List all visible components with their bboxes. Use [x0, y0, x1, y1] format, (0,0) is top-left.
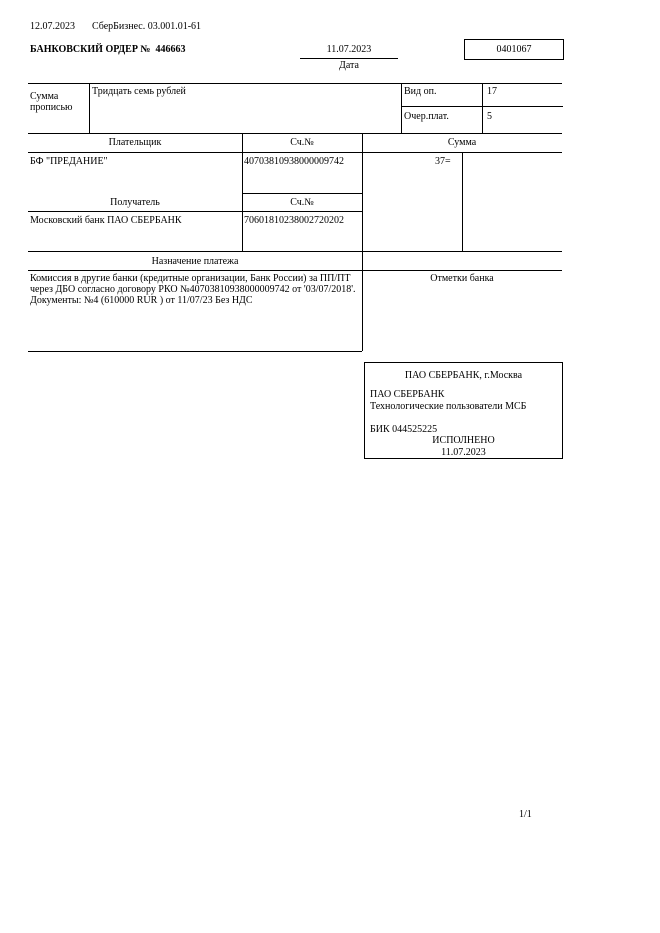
form-code: 0401067: [496, 44, 532, 55]
operation-value-divider: [482, 83, 483, 133]
recipient-header: Получатель: [110, 197, 160, 208]
priority-label: Очер.плат.: [404, 111, 449, 122]
purpose-line-1: Комиссия в другие банки (кредитные организации, Банк России) за ПП/ПТ: [30, 273, 351, 284]
purpose-header-bottom-rule: [28, 270, 562, 271]
print-date: 12.07.2023: [30, 21, 75, 32]
main-column-divider: [362, 133, 363, 351]
payer-account-header: Сч.№: [290, 137, 314, 148]
amount-words-divider: [89, 83, 90, 133]
payer-name: БФ "ПРЕДАНИЕ": [30, 156, 108, 167]
payer-header: Плательщик: [108, 137, 162, 148]
amount-words-value: Тридцать семь рублей: [92, 86, 186, 97]
stamp-users: Технологические пользователи МСБ: [370, 401, 527, 412]
order-date: 11.07.2023: [326, 44, 372, 55]
stamp-date: 11.07.2023: [441, 447, 486, 458]
bank-marks-header: Отметки банка: [430, 273, 494, 284]
purpose-line-2: через ДБО согласно договору РКО №40703810938000009742 от '03/07/2018'.: [30, 284, 356, 295]
purpose-line-3: Документы: №4 (610000 RUR ) от 11/07/23 Без НДС: [30, 295, 253, 306]
purpose-header: Назначение платежа: [151, 256, 239, 267]
amount-value: 37=: [435, 156, 451, 167]
recipient-account-header: Сч.№: [290, 197, 314, 208]
stamp-bank: ПАО СБЕРБАНК: [370, 389, 445, 400]
operation-row-rule: [401, 106, 563, 107]
amount-inner-divider: [462, 152, 463, 251]
order-title: [30, 44, 185, 56]
amount-words-label-1: Сумма: [30, 91, 59, 102]
stamp-status: ИСПОЛНЕНО: [432, 435, 495, 446]
order-number: 446663: [155, 44, 186, 55]
system-version: СберБизнес. 03.001.01-61: [92, 21, 202, 32]
amount-header: Сумма: [447, 137, 477, 148]
payer-header-top-rule: [28, 133, 562, 134]
purpose-bottom-rule: [28, 351, 362, 352]
recipient-name: Московский банк ПАО СБЕРБАНК: [30, 215, 182, 226]
page-number: 1/1: [519, 809, 532, 820]
account-column-divider: [242, 133, 243, 251]
operation-type-label: Вид оп.: [404, 86, 437, 97]
stamp-bik: БИК 044525225: [370, 424, 438, 435]
operation-type-value: 17: [487, 86, 497, 97]
recipient-header-bottom-rule: [28, 211, 362, 212]
payer-header-bottom-rule: [28, 152, 562, 153]
bank-stamp: [364, 362, 563, 459]
purpose-top-rule: [28, 251, 562, 252]
form-code-box: [464, 39, 564, 60]
priority-value: 5: [487, 111, 492, 122]
operation-divider: [401, 83, 402, 133]
amount-words-label-2: прописью: [30, 102, 73, 113]
payer-account: 40703810938000009742: [244, 156, 344, 167]
recipient-account-top-rule: [242, 193, 362, 194]
date-underline: [300, 58, 398, 59]
recipient-account: 70601810238002720202: [244, 215, 344, 226]
order-title-label: БАНКОВСКИЙ ОРДЕР №: [30, 44, 151, 55]
date-label: Дата: [339, 60, 359, 71]
stamp-bank-city: ПАО СБЕРБАНК, г.Москва: [404, 370, 523, 381]
